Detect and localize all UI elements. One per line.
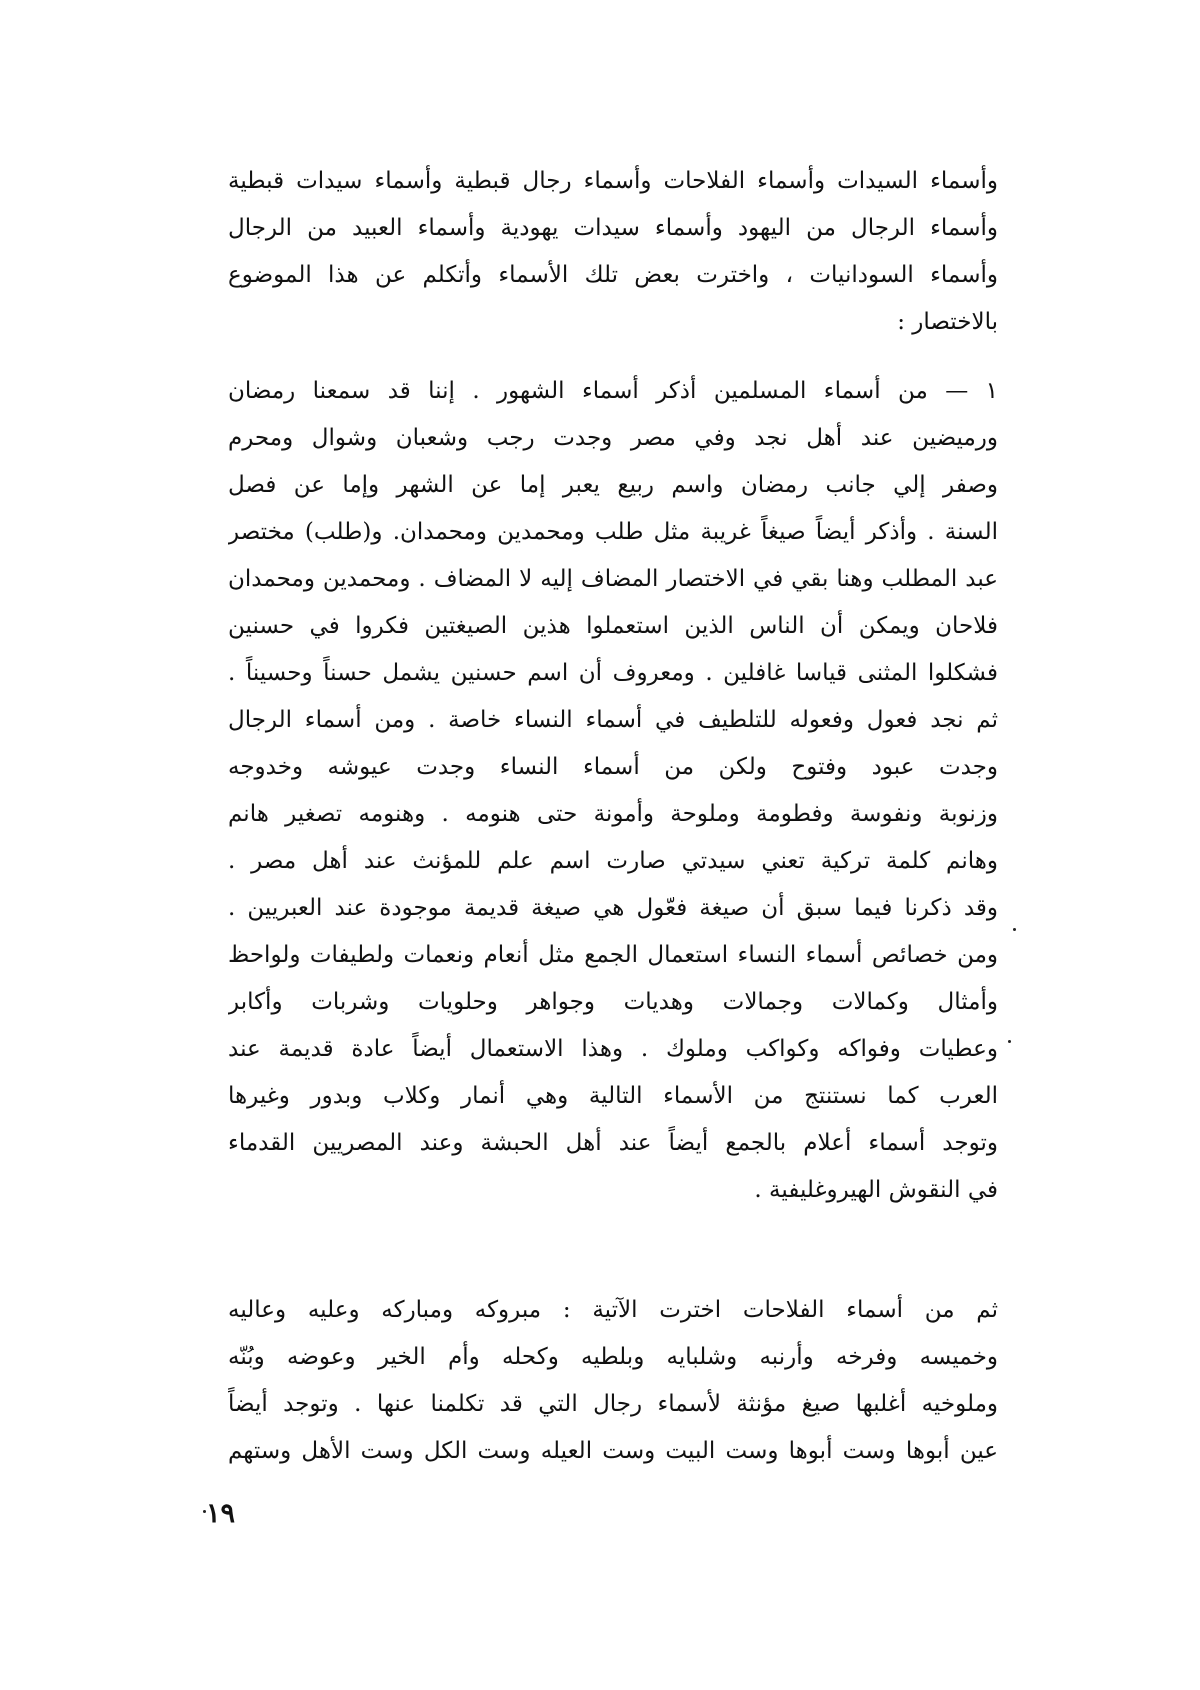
paragraph-1 bbox=[228, 158, 998, 346]
text-line: وصفر إلي جانب رمضان واسم ربيع يعبر إما عن الشهر وإما عن فصل bbox=[228, 472, 998, 498]
text-line: وخميسه وفرخه وأرنبه وشلبايه وبلطيه وكحله وأم الخير وعوضه وبُنّه bbox=[228, 1344, 998, 1370]
text-line: عبد المطلب وهنا بقي في الاختصار المضاف إليه لا المضاف . ومحمدين ومحمدان bbox=[228, 566, 998, 592]
paragraph-2 bbox=[228, 368, 998, 1214]
text-line: وقد ذكرنا فيما سبق أن صيغة فعّول هي صيغة قديمة موجودة عند العبريين . bbox=[228, 895, 998, 921]
text-line: في النقوش الهيروغليفية . bbox=[754, 1177, 998, 1203]
page-number: ١٩ bbox=[206, 1498, 236, 1529]
text-line: وزنوبة ونفوسة وفطومة وملوحة وأمونة حتى هنومه . وهنومه تصغير هانم bbox=[228, 801, 998, 827]
text-line: ورميضين عند أهل نجد وفي مصر وجدت رجب وشعبان وشوال ومحرم bbox=[228, 425, 998, 451]
scan-speck bbox=[203, 1510, 206, 1513]
text-line: وأسماء الرجال من اليهود وأسماء سيدات يهودية وأسماء العبيد من الرجال bbox=[228, 215, 998, 241]
text-line: وتوجد أسماء أعلام بالجمع أيضاً عند أهل الحبشة وعند المصريين القدماء bbox=[228, 1130, 998, 1156]
text-line: السنة . وأذكر أيضاً صيغاً غريبة مثل طلب ومحمدين ومحمدان. و(طلب) مختصر bbox=[228, 519, 998, 545]
text-line: وملوخيه أغلبها صيغ مؤنثة لأسماء رجال التي قد تكلمنا عنها . وتوجد أيضاً bbox=[228, 1391, 998, 1417]
text-line: وهانم كلمة تركية تعني سيدتي صارت اسم علم للمؤنث عند أهل مصر . bbox=[228, 848, 998, 874]
text-line: ومن خصائص أسماء النساء استعمال الجمع مثل أنعام ونعمات ولطيفات ولواحظ bbox=[228, 942, 998, 968]
text-line: عين أبوها وست أبوها وست البيت وست العيله وست الكل وست الأهل وستهم bbox=[228, 1438, 998, 1464]
text-line: ثم نجد فعول وفعوله للتلطيف في أسماء النساء خاصة . ومن أسماء الرجال bbox=[228, 707, 998, 733]
paragraph-3 bbox=[228, 1287, 998, 1475]
text-line: وأسماء السودانيات ، واخترت بعض تلك الأسماء وأتكلم عن هذا الموضوع bbox=[228, 262, 998, 288]
text-line: وأمثال وكمالات وجمالات وهديات وجواهر وحلويات وشربات وأكابر bbox=[228, 989, 998, 1015]
text-line: وجدت عبود وفتوح ولكن من أسماء النساء وجدت عيوشه وخدوجه bbox=[228, 754, 998, 780]
text-line: وأسماء السيدات وأسماء الفلاحات وأسماء رجال قبطية وأسماء سيدات قبطية bbox=[228, 168, 998, 194]
text-line: ١ — من أسماء المسلمين أذكر أسماء الشهور . إننا قد سمعنا رمضان bbox=[228, 378, 998, 404]
text-line: فشكلوا المثنى قياسا غافلين . ومعروف أن اسم حسنين يشمل حسناً وحسيناً . bbox=[228, 660, 998, 686]
text-line: بالاختصار : bbox=[897, 309, 998, 335]
scan-speck bbox=[1008, 1040, 1011, 1043]
text-line: العرب كما نستنتج من الأسماء التالية وهي أنمار وكلاب وبدور وغيرها bbox=[228, 1083, 998, 1109]
text-line: ثم من أسماء الفلاحات اخترت الآتية : مبروكه ومباركه وعليه وعاليه bbox=[228, 1297, 998, 1323]
text-line: فلاحان ويمكن أن الناس الذين استعملوا هذين الصيغتين فكروا في حسنين bbox=[228, 613, 998, 639]
text-line: وعطيات وفواكه وكواكب وملوك . وهذا الاستعمال أيضاً عادة قديمة عند bbox=[228, 1036, 998, 1062]
scan-speck bbox=[1013, 928, 1016, 931]
